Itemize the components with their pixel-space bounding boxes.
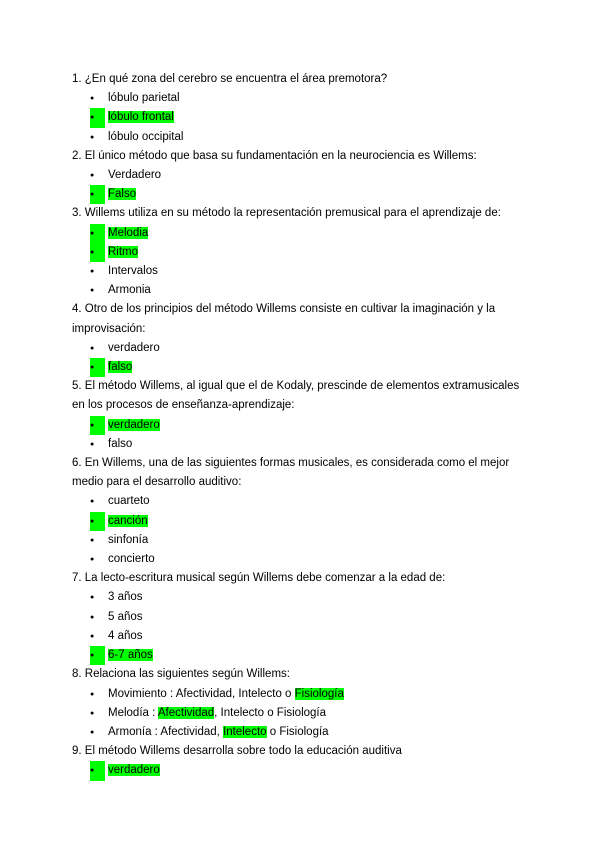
answer-text: 5 años — [108, 610, 143, 623]
answer-text: lóbulo occipital — [108, 130, 184, 143]
answer-text: sinfonía — [108, 533, 149, 546]
answer-list — [72, 416, 532, 454]
highlighted-answer-text: Melodia — [108, 226, 149, 239]
answer-list — [72, 761, 532, 780]
answer-option — [90, 704, 532, 723]
answer-option — [90, 685, 532, 704]
answer-option — [90, 128, 532, 147]
answer-option — [90, 588, 532, 607]
answer-list — [72, 685, 532, 743]
answer-list — [72, 166, 532, 204]
highlighted-answer-text: verdadero — [108, 418, 160, 431]
answer-text: o Fisiología — [266, 725, 329, 738]
question-text: 8. Relaciona las siguientes según Willems: — [72, 668, 290, 681]
answer-option — [90, 723, 532, 742]
highlighted-answer-text: Fisiología — [294, 687, 344, 700]
question-text: 3. Willems utiliza en su método la representación premusical para el aprendizaje de: — [72, 207, 501, 220]
answer-text: Armonía : Afectividad, — [108, 725, 224, 738]
answer-text: 3 años — [108, 591, 143, 604]
question-text: 4. Otro de los principios del método Willems consiste en cultivar la imaginación y la improvisación: — [72, 303, 496, 335]
question-text: 1. ¿En qué zona del cerebro se encuentra el área premotora? — [72, 73, 388, 85]
highlighted-answer-text: Intelecto — [223, 725, 267, 738]
answer-list — [72, 492, 532, 569]
answer-text: Verdadero — [108, 169, 162, 182]
answer-option — [90, 281, 532, 300]
answer-option — [90, 646, 532, 665]
answer-list — [72, 588, 532, 665]
highlighted-answer-text: falso — [108, 361, 133, 374]
answer-option — [90, 416, 532, 435]
answer-text: , Intelecto o Fisiología — [214, 706, 327, 719]
answer-text: Movimiento : Afectividad, Intelecto o — [108, 687, 295, 700]
answer-list — [72, 339, 532, 377]
answer-text: verdadero — [108, 341, 160, 354]
answer-option — [90, 627, 532, 646]
answer-text: cuarteto — [108, 495, 150, 508]
answer-text: lóbulo parietal — [108, 92, 180, 105]
highlighted-answer-text: Falso — [108, 188, 137, 201]
question-text: 7. La lecto-escritura musical según Willems debe comenzar a la edad de: — [72, 572, 446, 585]
answer-option — [90, 166, 532, 185]
answer-option — [90, 262, 532, 281]
highlighted-answer-text: 6-7 años — [108, 649, 153, 662]
answer-list — [72, 224, 532, 301]
highlighted-answer-text: Ritmo — [108, 245, 139, 258]
answer-option — [90, 224, 532, 243]
answer-option — [90, 358, 532, 377]
answer-option — [90, 608, 532, 627]
answer-option — [90, 243, 532, 262]
answer-option — [90, 512, 532, 531]
answer-text: falso — [108, 437, 133, 450]
highlighted-answer-text: verdadero — [108, 764, 160, 777]
answer-text: Armonia — [108, 284, 151, 297]
question-text: 9. El método Willems desarrolla sobre todo la educación auditiva — [72, 745, 402, 758]
answer-list — [72, 89, 532, 147]
answer-option — [90, 492, 532, 511]
highlighted-answer-text: Afectividad — [157, 706, 215, 719]
answer-text: Intervalos — [108, 265, 158, 278]
answer-option — [90, 550, 532, 569]
question-text: 5. El método Willems, al igual que el de Kodaly, prescinde de elementos extramusicales en los procesos de enseñanza-aprendizaje: — [72, 380, 520, 412]
answer-option — [90, 531, 532, 550]
quiz-document — [72, 70, 532, 781]
highlighted-answer-text: lóbulo frontal — [108, 111, 174, 124]
answer-option — [90, 89, 532, 108]
question-text: 2. El único método que basa su fundamentación en la neurociencia es Willems: — [72, 149, 477, 162]
highlighted-answer-text: canción — [108, 514, 148, 527]
answer-option — [90, 185, 532, 204]
answer-text: Melodía : — [108, 706, 158, 719]
answer-option — [90, 339, 532, 358]
answer-text: 4 años — [108, 629, 143, 642]
answer-text: concierto — [108, 553, 155, 566]
answer-option — [90, 435, 532, 454]
answer-option — [90, 761, 532, 780]
answer-option — [90, 108, 532, 127]
question-text: 6. En Willems, una de las siguientes formas musicales, es considerada como el mejor medio para el desarrollo auditivo: — [72, 457, 510, 489]
